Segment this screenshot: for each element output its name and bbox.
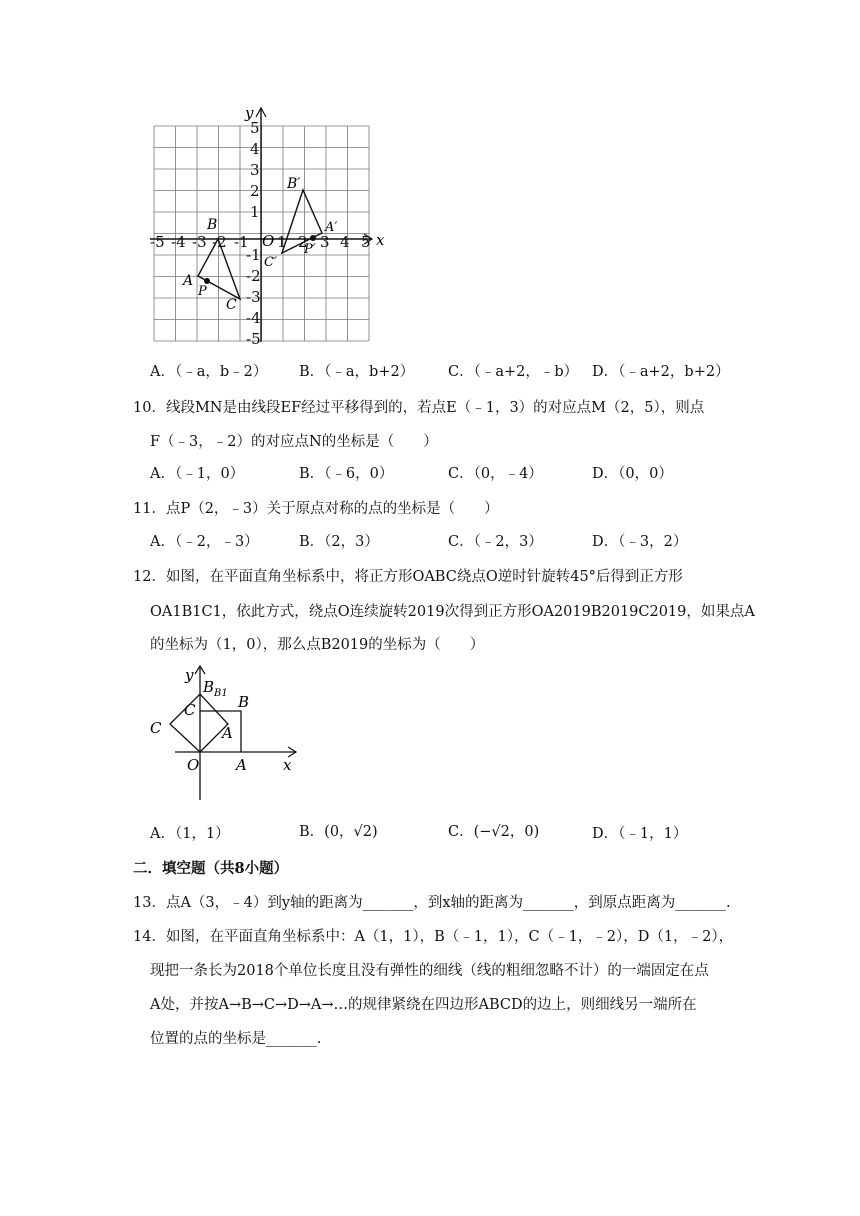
y-tick-label: 5: [250, 119, 260, 137]
q13-line: 13．点A（3，﹣4）到y轴的距离为_______，到x轴的距离为_______，到原点距离为_______.: [133, 895, 731, 911]
q12-line1: 12．如图，在平面直角坐标系中，将正方形OABC绕点O逆时针旋转45°后得到正方形: [133, 569, 683, 585]
q9-option-c[interactable]: C．（﹣a+2，﹣b）: [448, 364, 579, 380]
x-tick-label: 1: [277, 233, 287, 251]
svg-text:P′: P′: [304, 242, 316, 257]
q14-line1: 14．如图，在平面直角坐标系中：A（1，1），B（﹣1，1），C（﹣1，﹣2），D（1，﹣2），: [133, 929, 734, 945]
x-tick-label: -4: [171, 233, 186, 251]
point-p1: [310, 235, 316, 241]
q10-option-d[interactable]: D．（0，0）: [592, 466, 673, 482]
svg-text:B: B: [238, 693, 250, 711]
section-heading: 二．填空题（共8小题）: [133, 860, 289, 877]
q11-option-a[interactable]: A．（﹣2，﹣3）: [150, 534, 259, 550]
y-tick-label: -2: [246, 267, 261, 285]
q11-option-c[interactable]: C．（﹣2，3）: [448, 534, 543, 550]
x-tick-label: -5: [150, 233, 165, 251]
q10-option-c[interactable]: C．（0，﹣4）: [448, 466, 543, 482]
q10-option-a[interactable]: A．（﹣1，0）: [150, 466, 245, 482]
svg-text:A: A: [183, 273, 194, 289]
y-tick-label: -5: [246, 330, 261, 344]
svg-text:C: C: [184, 701, 196, 719]
translation-figure: [146, 104, 386, 344]
y-tick-label: -3: [246, 288, 261, 306]
q11-option-d[interactable]: D．（﹣3，2）: [592, 534, 688, 550]
svg-text:C: C: [226, 297, 237, 313]
q12-option-a[interactable]: A．（1，1）: [150, 826, 230, 842]
q12-line2: OA1B1C1，依此方式，绕点O连续旋转2019次得到正方形OA2019B2019C2019，如果点A: [150, 604, 755, 620]
x-tick-label: 2: [298, 233, 308, 251]
svg-text:P: P: [198, 284, 207, 299]
x-tick-label: -2: [212, 233, 227, 251]
q14-line4: 位置的点的坐标是_______.: [150, 1031, 322, 1047]
x-tick-label: 4: [340, 233, 350, 251]
q11-option-b[interactable]: B．（2，3）: [299, 534, 379, 550]
y-tick-label: 2: [250, 182, 260, 200]
q10-option-b[interactable]: B．（﹣6，0）: [299, 466, 394, 482]
svg-text:O: O: [187, 756, 200, 774]
q12-option-c[interactable]: C．(−√2，0): [448, 824, 540, 840]
q9-option-a[interactable]: A．（﹣a，b﹣2）: [150, 364, 268, 380]
svg-text:A′: A′: [325, 220, 338, 235]
svg-text:y: y: [185, 666, 194, 684]
q12-option-d[interactable]: D．（﹣1，1）: [592, 826, 688, 842]
triangle-a1b1c1: [282, 190, 322, 253]
x-tick-label: -1: [234, 233, 249, 251]
q12-line3: 的坐标为（1，0），那么点B2019的坐标为（ ）: [150, 637, 485, 653]
svg-text:A: A: [222, 724, 233, 742]
x-tick-label: 3: [320, 233, 330, 251]
rotation-figure: [146, 660, 306, 805]
svg-text:C′: C′: [264, 255, 277, 270]
y-axis-label: y: [245, 104, 254, 122]
svg-text:C: C: [150, 719, 162, 737]
q9-option-b[interactable]: B．（﹣a，b+2）: [299, 364, 415, 380]
x-tick-label: 5: [361, 233, 371, 251]
svg-text:B′: B′: [287, 176, 301, 192]
y-tick-label: 3: [250, 161, 260, 179]
x-tick-label: -3: [192, 233, 207, 251]
q12-option-b[interactable]: B．(0，√2): [299, 824, 378, 840]
q14-line3: A处，并按A→B→C→D→A→…的规律紧绕在四边形ABCD的边上，则细线另一端所在: [150, 997, 697, 1013]
origin-label: O: [262, 232, 275, 250]
x-axis-label: x: [376, 231, 385, 249]
q11-line1: 11．点P（2，﹣3）关于原点对称的点的坐标是（ ）: [133, 501, 499, 517]
y-tick-label: 1: [250, 203, 260, 221]
y-tick-label: 4: [250, 140, 260, 158]
svg-text:A: A: [236, 756, 247, 774]
q10-line1: 10．线段MN是由线段EF经过平移得到的，若点E（﹣1，3）的对应点M（2，5），则点: [133, 400, 705, 416]
q9-option-d[interactable]: D．（﹣a+2，b+2）: [592, 364, 730, 380]
square-oa1b1c1: [170, 694, 228, 752]
svg-text:B: B: [207, 217, 218, 233]
svg-text:x: x: [283, 756, 292, 774]
q14-line2: 现把一条长为2018个单位长度且没有弹性的细线（线的粗细忽略不计）的一端固定在点: [150, 963, 709, 979]
y-tick-label: -4: [246, 309, 261, 327]
q10-line2: F（﹣3，﹣2）的对应点N的坐标是（ ）: [150, 434, 438, 450]
y-tick-label: -1: [246, 246, 261, 264]
svg-text:BB1: $B_{B1}$: [203, 678, 228, 699]
